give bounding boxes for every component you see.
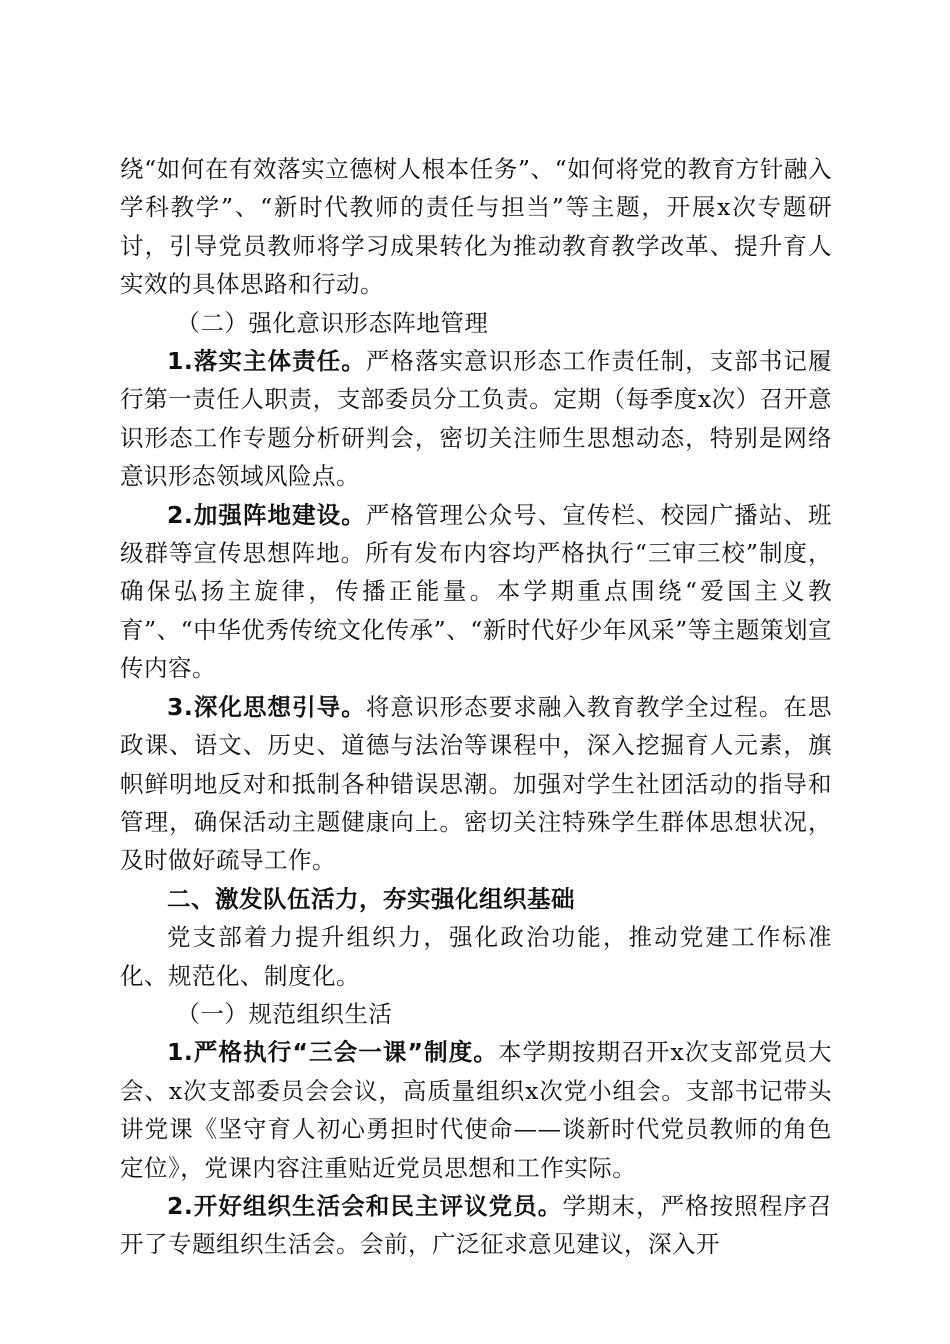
subheading-text: （一）规范组织生活 bbox=[176, 999, 393, 1028]
paragraph-text: 党支部着力提升组织力，强化政治功能，推动党建工作标准化、规范化、制度化。 bbox=[120, 923, 832, 990]
subheading-text: （二）强化意识形态阵地管理 bbox=[176, 308, 489, 337]
item-lead: 3.深化思想引导。 bbox=[167, 692, 366, 721]
body-paragraph bbox=[120, 150, 832, 304]
item-lead: 2.开好组织生活会和民主评议党员。 bbox=[167, 1191, 563, 1220]
item-lead: 2.加强阵地建设。 bbox=[167, 500, 366, 529]
numbered-item bbox=[120, 342, 832, 496]
item-text: 本学期按期召开x次支部党员大会、x次支部委员会会议，高质量组织x次党小组会。支部书记带头讲党课《坚守育人初心勇担时代使命——谈新时代党员教师的角色定位》，党课内容注重贴近党员思想和工作实际。 bbox=[120, 1038, 832, 1182]
section-heading bbox=[120, 880, 832, 918]
item-text: 将意识形态要求融入教育教学全过程。在思政课、语文、历史、道德与法治等课程中，深入挖掘育人元素，旗帜鲜明地反对和抵制各种错误思潮。加强对学生社团活动的指导和管理，确保活动主题健康向上。密切关注特殊学生群体思想状况，及时做好疏导工作。 bbox=[120, 692, 833, 875]
section-subheading bbox=[120, 304, 832, 342]
numbered-item bbox=[120, 1033, 832, 1187]
document-body bbox=[120, 150, 832, 1264]
item-lead: 1.严格执行“三会一课”制度。 bbox=[167, 1038, 499, 1067]
paragraph-text: 绕“如何在有效落实立德树人根本任务”、“如何将党的教育方针融入学科教学”、“新时代教师的责任与担当”等主题，开展x次专题研讨，引导党员教师将学习成果转化为推动教育教学改革、提升育人实效的具体思路和行动。 bbox=[120, 155, 832, 299]
item-text: 严格落实意识形态工作责任制，支部书记履行第一责任人职责，支部委员分工负责。定期（每季度x次）召开意识形态工作专题分析研判会，密切关注师生思想动态，特别是网络意识形态领域风险点。 bbox=[120, 347, 833, 491]
numbered-item bbox=[120, 688, 832, 880]
section-subheading bbox=[120, 995, 832, 1033]
item-text: 严格管理公众号、宣传栏、校园广播站、班级群等宣传思想阵地。所有发布内容均严格执行“三审三校”制度，确保弘扬主旋律，传播正能量。本学期重点围绕“爱国主义教育”、“中华优秀传统文化传承”、“新时代好少年风采”等主题策划宣传内容。 bbox=[120, 500, 833, 683]
numbered-item bbox=[120, 1187, 832, 1264]
item-text: 学期末，严格按照程序召开了专题组织生活会。会前，广泛征求意见建议，深入开 bbox=[120, 1191, 833, 1259]
item-lead: 1.落实主体责任。 bbox=[167, 347, 366, 376]
heading-text: 二、激发队伍活力，夯实强化组织基础 bbox=[167, 884, 575, 913]
body-paragraph bbox=[120, 918, 832, 995]
numbered-item bbox=[120, 496, 832, 688]
